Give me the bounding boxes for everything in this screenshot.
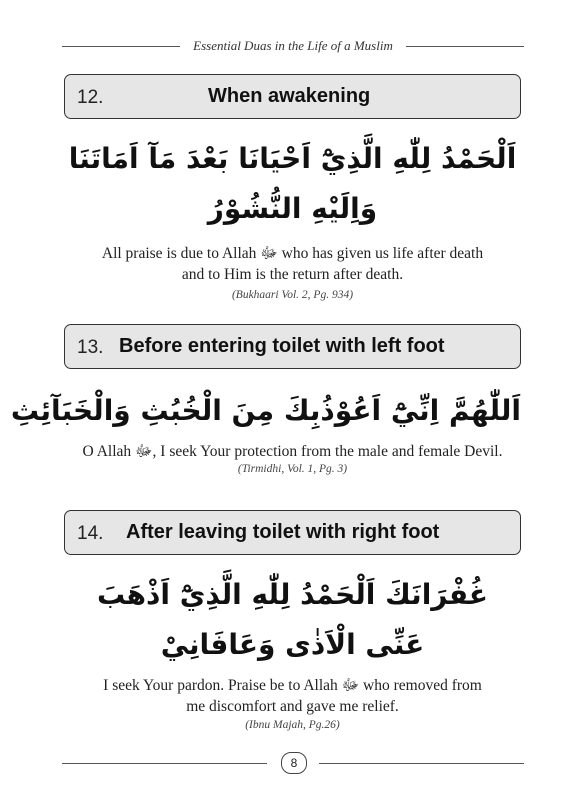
dua-13-reference: (Tirmidhi, Vol. 1, Pg. 3) bbox=[237, 463, 348, 475]
dua-heading: Before entering toilet with left foot bbox=[119, 335, 445, 357]
page-number: 8 bbox=[281, 752, 307, 774]
header-rule-right bbox=[406, 46, 524, 47]
dua-12-reference: (Bukhaari Vol. 2, Pg. 934) bbox=[231, 289, 354, 301]
dua-14-heading-box bbox=[64, 510, 521, 555]
dua-heading: After leaving toilet with right foot bbox=[126, 521, 440, 543]
dua-number: 14. bbox=[77, 523, 104, 544]
page-footer bbox=[62, 752, 524, 774]
running-header bbox=[62, 36, 524, 56]
dua-14-translation-line-2: me discomfort and gave me relief. bbox=[186, 698, 399, 715]
dua-12-arabic-line-2: وَاِلَيْهِ النُّشُوْرُ bbox=[207, 192, 378, 225]
dua-14-reference: (Ibnu Majah, Pg.26) bbox=[245, 719, 340, 731]
dua-number: 13. bbox=[77, 337, 104, 358]
dua-number: 12. bbox=[77, 87, 104, 108]
dua-12-heading-box bbox=[64, 74, 521, 119]
dua-12-translation-line-1: All praise is due to Allah ﷻ who has given us life after death bbox=[101, 245, 484, 262]
dua-13-heading-box bbox=[64, 324, 521, 369]
dua-14-translation-line-1: I seek Your pardon. Praise be to Allah ﷻ who removed from bbox=[103, 677, 482, 694]
dua-heading: When awakening bbox=[208, 85, 371, 107]
dua-12-translation-line-2: and to Him is the return after death. bbox=[181, 266, 404, 283]
book-title: Essential Duas in the Life of a Muslim bbox=[193, 38, 393, 53]
footer-rule-right bbox=[319, 763, 524, 764]
dua-14-arabic-line-2: عَنِّى الْاَذٰى وَعَافَانِيْ bbox=[160, 628, 425, 661]
dua-13-arabic-line-1: اَللّٰهُمَّ اِنِّيْٓ اَعُوْذُبِكَ مِنَ الْخُبُثِ وَالْخَبَآئِثِ bbox=[10, 394, 521, 427]
dua-13-translation-line-1: O Allah ﷻ, I seek Your protection from the male and female Devil. bbox=[82, 443, 503, 460]
dua-12-arabic-line-1: اَلْحَمْدُ لِلّٰهِ الَّذِيْٓ اَحْيَانَا بَعْدَ مَآ اَمَاتَنَا bbox=[68, 142, 517, 175]
footer-rule-left bbox=[62, 763, 267, 764]
dua-14-arabic-line-1: غُفْرَانَكَ اَلْحَمْدُ لِلّٰهِ الَّذِيْٓ اَذْهَبَ bbox=[96, 578, 488, 611]
